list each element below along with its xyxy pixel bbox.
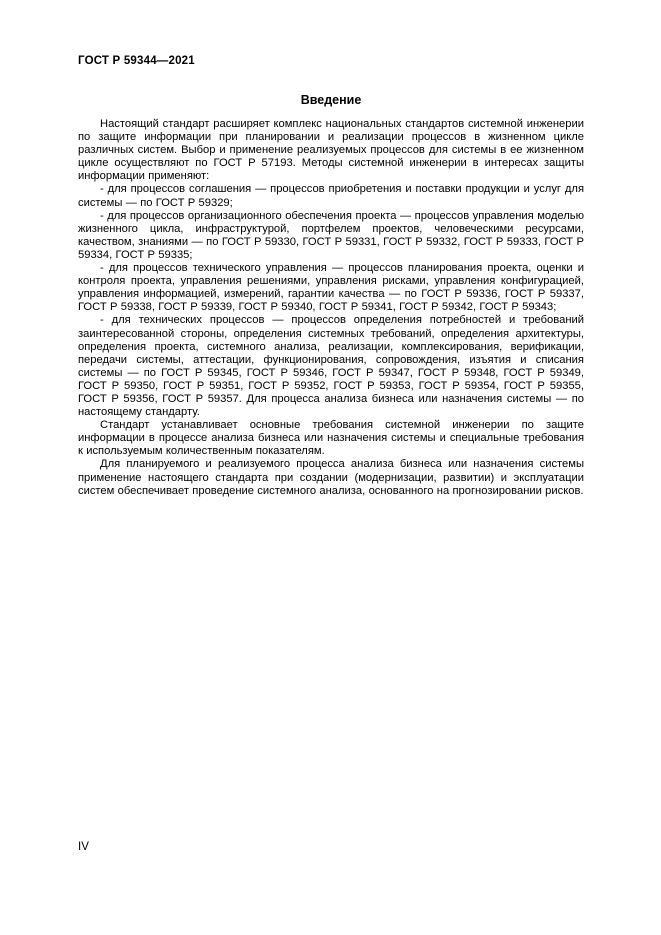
document-body bbox=[78, 118, 584, 498]
list-item-technical-management-processes: - для процессов технического управления — процессов планирования проекта, оценки и контроля проекта, управления решениями, управления рисками, управления конфигурацией, управления информацией, измерений, гарантии качества — по ГОСТ Р 59336, ГОСТ Р 59337, ГОСТ Р 59338, ГОСТ Р 59339, ГОСТ Р 59340, ГОСТ Р 59341, ГОСТ Р 59342, ГОСТ Р 59343; bbox=[78, 262, 584, 314]
page-title: Введение bbox=[300, 93, 362, 107]
paragraph-application: Для планируемого и реализуемого процесса анализа бизнеса или назначения системы применение настоящего стандарта при создании (модернизации, развитии) и эксплуатации систем обеспечивает проведение системного анализа, основанного на прогнозировании рисков. bbox=[78, 458, 584, 497]
list-item-agreement-processes: - для процессов соглашения — процессов приобретения и поставки продукции и услуг для системы — по ГОСТ Р 59329; bbox=[78, 183, 584, 209]
list-item-organizational-processes: - для процессов организационного обеспечения проекта — процессов управления моделью жизненного цикла, инфраструктурой, портфелем проектов, человеческими ресурсами, качеством, знаниями — по ГОСТ Р 59330, ГОСТ Р 59331, ГОСТ Р 59332, ГОСТ Р 59333, ГОСТ Р 59334, ГОСТ Р 59335; bbox=[78, 209, 584, 261]
paragraph-intro: Настоящий стандарт расширяет комплекс национальных стандартов системной инженерии по защите информации при планировании и реализации процессов в жизненном цикле различных систем. Выбор и применение реализуемых процессов для системы в ее жизненном цикле осуществляют по ГОСТ Р 57193. Методы системной инженерии в интересах защиты информации применяют: bbox=[78, 118, 584, 183]
document-header: ГОСТ Р 59344—2021 bbox=[78, 55, 195, 67]
paragraph-standard-requirements: Стандарт устанавливает основные требования системной инженерии по защите информации в процессе анализа бизнеса или назначения системы и специальные требования к используемым количественным показателям. bbox=[78, 419, 584, 458]
document-page bbox=[78, 55, 584, 498]
page-number: IV bbox=[78, 841, 89, 853]
list-item-technical-processes: - для технических процессов — процессов определения потребностей и требований заинтересованной стороны, определения системных требований, определения архитектуры, определения проекта, системного анализа, реализации, комплексирования, верификации, передачи системы, аттестации, функционирования, сопровождения, изъятия и списания системы — по ГОСТ Р 59345, ГОСТ Р 59346, ГОСТ Р 59347, ГОСТ Р 59348, ГОСТ Р 59349, ГОСТ Р 59350, ГОСТ Р 59351, ГОСТ Р 59352, ГОСТ Р 59353, ГОСТ Р 59354, ГОСТ Р 59355, ГОСТ Р 59356, ГОСТ Р 59357. Для процесса анализа бизнеса или назначения системы — по настоящему стандарту. bbox=[78, 314, 584, 419]
